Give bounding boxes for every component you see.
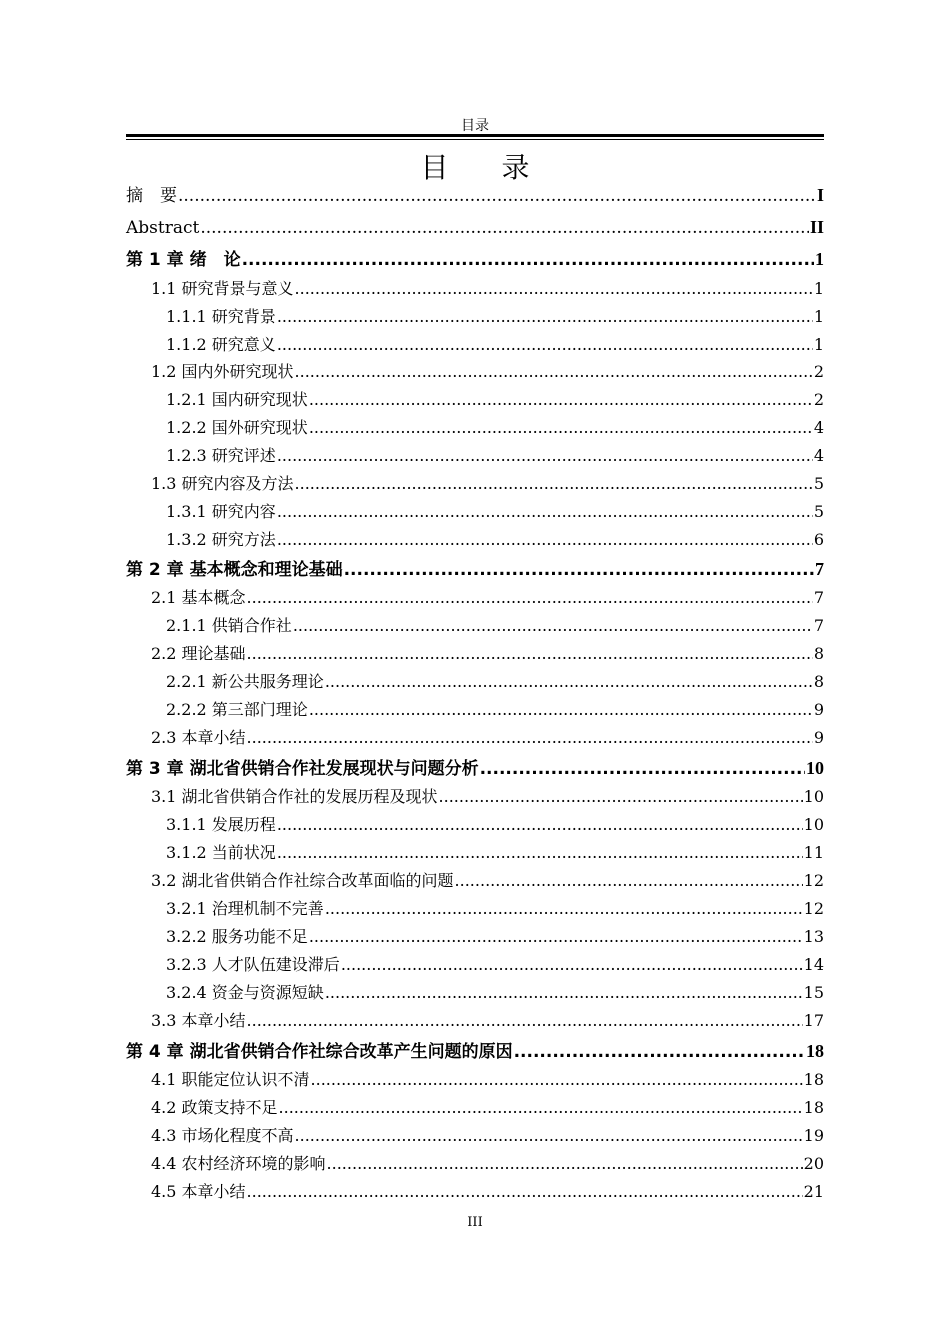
toc-dot-leader (277, 448, 813, 464)
toc-chapter-entry[interactable] (126, 560, 824, 579)
toc-entry-label: 1.2.3 研究评述 (166, 446, 276, 465)
toc-subsection-entry[interactable] (126, 901, 824, 917)
toc-entry-page: 2 (813, 362, 824, 381)
toc-subsection-entry[interactable] (126, 817, 824, 833)
toc-entry-page: 10 (803, 815, 824, 834)
toc-dot-leader (178, 188, 816, 205)
toc-entry-page: 11 (803, 843, 824, 862)
toc-dot-leader (247, 646, 813, 662)
toc-entry-page: 13 (803, 927, 824, 946)
toc-entry-page: 18 (803, 1070, 824, 1089)
toc-entry-label: 3.2.1 治理机制不完善 (166, 899, 324, 918)
toc-entry-page: 1 (813, 279, 824, 298)
toc-dot-leader (277, 845, 803, 861)
toc-entry-label: 4.4 农村经济环境的影响 (151, 1154, 326, 1173)
toc-entry-label: 1.2 国内外研究现状 (151, 362, 294, 381)
toc-entry-label: 第 2 章 基本概念和理论基础 (126, 560, 343, 580)
toc-entry-page: 1 (813, 307, 824, 326)
toc-entry-label: 第 1 章 绪 论 (126, 250, 241, 270)
toc-dot-leader (309, 420, 813, 436)
toc-entry-page: 18 (803, 1098, 824, 1117)
toc-entry-page: 10 (806, 758, 824, 778)
toc-dot-leader (295, 281, 813, 297)
toc-entry-page: 6 (813, 530, 824, 549)
toc-entry-page: 12 (803, 871, 824, 890)
toc-entry-page: 1 (815, 249, 824, 269)
toc-entry-label: 4.2 政策支持不足 (151, 1098, 278, 1117)
toc-entry-label: 3.3 本章小结 (151, 1011, 246, 1030)
toc-subsection-entry[interactable] (126, 337, 824, 353)
toc-entry-label: 2.3 本章小结 (151, 728, 246, 747)
toc-dot-leader (455, 873, 803, 889)
toc-dot-leader (309, 929, 803, 945)
toc-section-entry[interactable] (126, 281, 824, 297)
toc-dot-leader (277, 532, 813, 548)
toc-entry-label: 2.2.1 新公共服务理论 (166, 672, 324, 691)
toc-subsection-entry[interactable] (126, 702, 824, 718)
toc-entry-label: 1.2.2 国外研究现状 (166, 418, 308, 437)
running-header: 目录 (461, 118, 489, 134)
toc-entry-page: 14 (803, 955, 824, 974)
toc-dot-leader (309, 392, 813, 408)
toc-dot-leader (277, 337, 813, 353)
toc-section-entry[interactable] (126, 730, 824, 746)
toc-entry-page: 4 (813, 446, 824, 465)
toc-entry-label: 3.2.3 人才队伍建设滞后 (166, 955, 340, 974)
toc-subsection-entry[interactable] (126, 618, 824, 634)
toc-subsection-entry[interactable] (126, 845, 824, 861)
toc-dot-leader (295, 364, 813, 380)
toc-section-entry[interactable] (126, 646, 824, 662)
toc-entry-page: 15 (803, 983, 824, 1002)
toc-entry-label: 摘 要 (126, 186, 177, 206)
toc-dot-leader (242, 252, 814, 269)
toc-section-entry[interactable] (126, 1128, 824, 1144)
toc-section-entry[interactable] (126, 789, 824, 805)
toc-dot-leader (277, 309, 813, 325)
toc-subsection-entry[interactable] (126, 929, 824, 945)
toc-section-entry[interactable] (126, 1072, 824, 1088)
toc-entry-page: 19 (803, 1126, 824, 1145)
toc-entry-label: 1.3.1 研究内容 (166, 502, 276, 521)
toc-entry-label: 3.2 湖北省供销合作社综合改革面临的问题 (151, 871, 454, 890)
toc-entry-label: 1.2.1 国内研究现状 (166, 390, 308, 409)
toc-dot-leader (247, 1184, 803, 1200)
toc-entry-label: 2.2 理论基础 (151, 644, 246, 663)
toc-dot-leader (325, 901, 803, 917)
toc-subsection-entry[interactable] (126, 309, 824, 325)
toc-dot-leader (309, 702, 813, 718)
toc-subsection-entry[interactable] (126, 504, 824, 520)
toc-section-entry[interactable] (126, 1100, 824, 1116)
toc-entry-label: 1.1 研究背景与意义 (151, 279, 294, 298)
toc-dot-leader (200, 220, 809, 237)
toc-section-entry[interactable] (126, 1013, 824, 1029)
toc-section-entry[interactable] (126, 1184, 824, 1200)
toc-subsection-entry[interactable] (126, 532, 824, 548)
toc-dot-leader (295, 1128, 803, 1144)
toc-chapter-entry[interactable] (126, 186, 824, 205)
toc-entry-label: 3.1 湖北省供销合作社的发展历程及现状 (151, 787, 438, 806)
toc-entry-label: 2.1 基本概念 (151, 588, 246, 607)
toc-entry-label: 1.1.1 研究背景 (166, 307, 276, 326)
toc-entry-page: 17 (803, 1011, 824, 1030)
toc-entry-page: II (809, 217, 824, 237)
toc-dot-leader (311, 1072, 803, 1088)
toc-entry-page: I (816, 185, 824, 205)
toc-section-entry[interactable] (126, 1156, 824, 1172)
toc-entry-page: 12 (803, 899, 824, 918)
toc-entry-page: 7 (815, 559, 824, 579)
toc-dot-leader (325, 674, 813, 690)
toc-entry-page: 7 (813, 616, 824, 635)
toc-entry-page: 5 (813, 502, 824, 521)
toc-entry-label: 3.2.2 服务功能不足 (166, 927, 308, 946)
toc-subsection-entry[interactable] (126, 985, 824, 1001)
toc-subsection-entry[interactable] (126, 392, 824, 408)
toc-entry-page: 7 (813, 588, 824, 607)
toc-entry-label: 4.1 职能定位认识不清 (151, 1070, 310, 1089)
toc-chapter-entry[interactable] (126, 218, 824, 237)
page-number: III (467, 1215, 483, 1230)
toc-entry-page: 4 (813, 418, 824, 437)
toc-entry-label: 3.1.1 发展历程 (166, 815, 276, 834)
toc-dot-leader (439, 789, 803, 805)
toc-subsection-entry[interactable] (126, 957, 824, 973)
toc-entry-label: 第 3 章 湖北省供销合作社发展现状与问题分析 (126, 759, 479, 779)
toc-entry-label: 第 4 章 湖北省供销合作社综合改革产生问题的原因 (126, 1042, 513, 1062)
toc-entry-label: 3.1.2 当前状况 (166, 843, 276, 862)
toc-entry-label: 4.5 本章小结 (151, 1182, 246, 1201)
toc-section-entry[interactable] (126, 364, 824, 380)
toc-dot-leader (247, 730, 813, 746)
toc-dot-leader (344, 562, 814, 579)
toc-entry-page: 9 (813, 728, 824, 747)
toc-entry-page: 18 (806, 1041, 824, 1061)
toc-entry-page: 8 (813, 644, 824, 663)
toc-chapter-entry[interactable] (126, 759, 824, 778)
toc-dot-leader (295, 476, 813, 492)
toc-entry-label: 3.2.4 资金与资源短缺 (166, 983, 324, 1002)
toc-entry-page: 10 (803, 787, 824, 806)
toc-dot-leader (325, 985, 803, 1001)
toc-chapter-entry[interactable] (126, 250, 824, 269)
toc-entry-label: 2.2.2 第三部门理论 (166, 700, 308, 719)
toc-dot-leader (277, 817, 803, 833)
toc-dot-leader (327, 1156, 803, 1172)
toc-entry-label: 1.1.2 研究意义 (166, 335, 276, 354)
toc-section-entry[interactable] (126, 873, 824, 889)
toc-entry-page: 8 (813, 672, 824, 691)
header-rule-thick (126, 134, 824, 137)
toc-entry-label: 2.1.1 供销合作社 (166, 616, 292, 635)
toc-dot-leader (279, 1100, 803, 1116)
header-rule-thin (126, 139, 824, 140)
toc-title: 目 录 (420, 151, 552, 184)
toc-entry-page: 9 (813, 700, 824, 719)
toc-dot-leader (514, 1044, 805, 1061)
toc-dot-leader (480, 761, 805, 778)
toc-entry-label: 4.3 市场化程度不高 (151, 1126, 294, 1145)
toc-dot-leader (277, 504, 813, 520)
toc-entry-page: 1 (813, 335, 824, 354)
toc-subsection-entry[interactable] (126, 420, 824, 436)
toc-entry-page: 20 (803, 1154, 824, 1173)
toc-chapter-entry[interactable] (126, 1042, 824, 1061)
toc-section-entry[interactable] (126, 476, 824, 492)
toc-entry-page: 5 (813, 474, 824, 493)
toc-entry-page: 21 (803, 1182, 824, 1201)
toc-dot-leader (293, 618, 813, 634)
toc-entry-page: 2 (813, 390, 824, 409)
toc-dot-leader (341, 957, 803, 973)
toc-dot-leader (247, 590, 813, 606)
toc-entry-label: 1.3 研究内容及方法 (151, 474, 294, 493)
toc-subsection-entry[interactable] (126, 448, 824, 464)
toc-subsection-entry[interactable] (126, 674, 824, 690)
toc-dot-leader (247, 1013, 803, 1029)
toc-entry-label: Abstract (126, 218, 200, 238)
toc-section-entry[interactable] (126, 590, 824, 606)
toc-entry-label: 1.3.2 研究方法 (166, 530, 276, 549)
